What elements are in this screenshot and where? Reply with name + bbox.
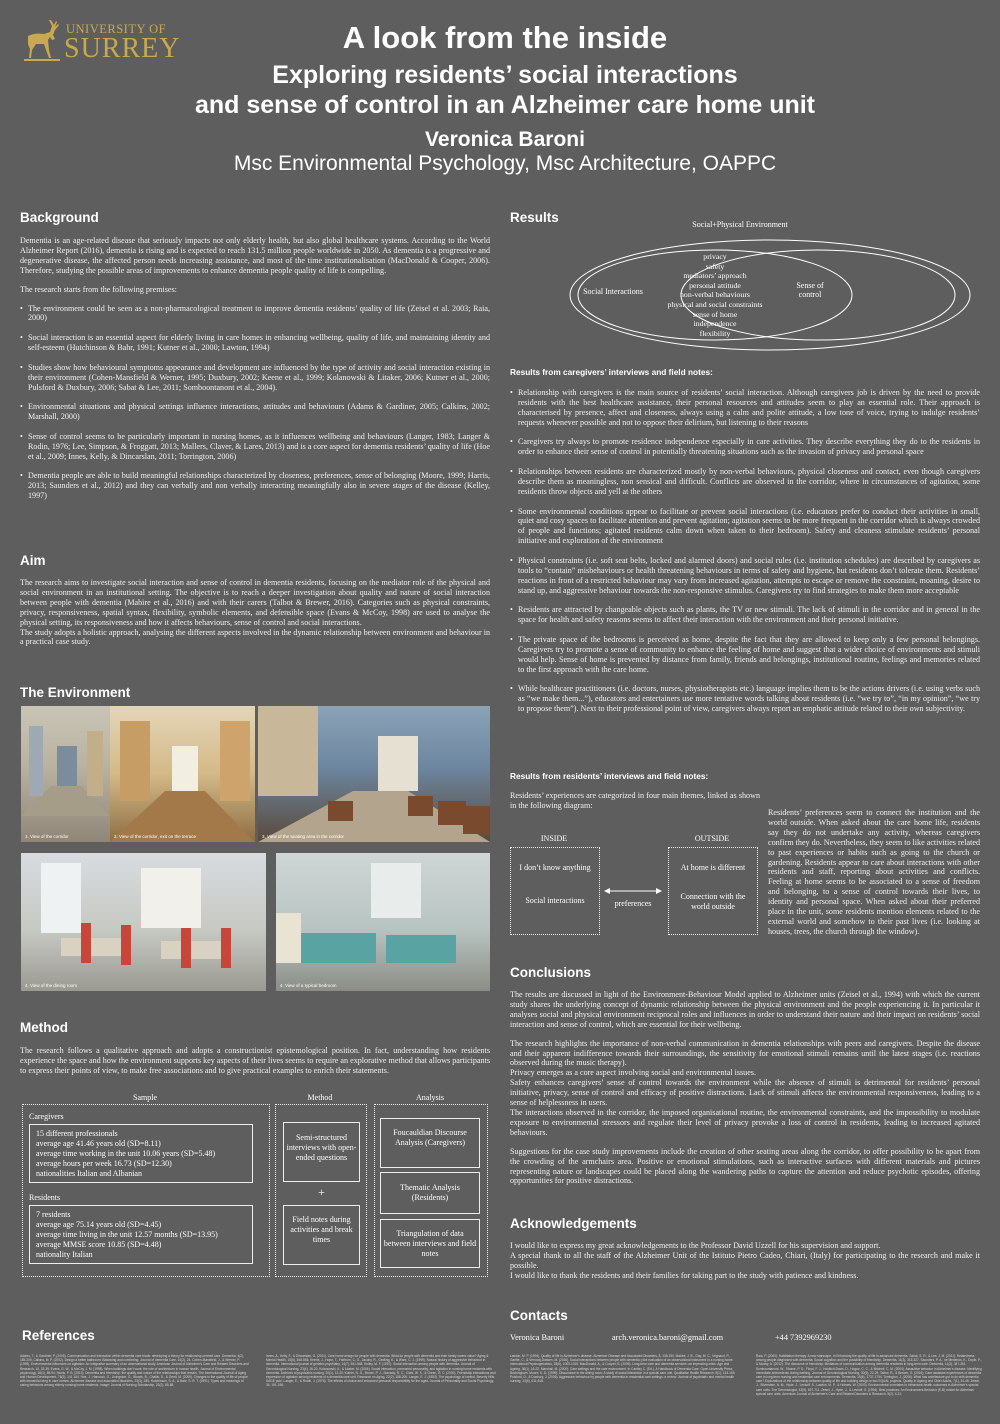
list-item: • Caregivers try always to promote residence independence especially in care activities. They describe everything they do to the residents in order to enhance their sense of control in potentially threatening situations such as the invasion of privacy and personal space (510, 437, 980, 457)
method-column-label: Method (307, 1093, 333, 1102)
list-item: • Dementia people are able to build meaningful relationships characterized by closeness, preferences, sense of belonging (Moore, 1999; Harris, 2013; Saunders et al., 2012) and they can verbally and non verbally interacting meaningfully also in severe stages of the disease (Kelley, 1997) (20, 471, 490, 501)
diagram-item: physical and social constraints (667, 299, 763, 309)
photo-caption: 4. View of the dining room (25, 983, 77, 988)
caregivers-box (29, 1124, 253, 1183)
analysis-fda-box (380, 1118, 480, 1168)
premises-list (20, 304, 490, 502)
plus-sign: + (318, 1185, 325, 1199)
subtitle-line-1: Exploring residents’ social interactions (272, 61, 738, 89)
list-item: • The environment could be seen as a non-pharmacological treatment to improve dementia residents’ quality of life (Zeisel et al. 2003; Raia, 2000) (20, 304, 490, 324)
acknowledgements-paragraph: A special thank to all the staff of the Alzheimer Unit of the Istituto Pietro Cadeo, Chiari, (Italy) for participating to the research and make it possible. (510, 1250, 980, 1270)
acknowledgements-paragraph: I would like to thank the residents and their families for taking part to the study with patience and kindness. (510, 1270, 859, 1280)
background-section (20, 236, 490, 511)
photo-caption: 3. View of the seating area in the corridor (262, 834, 344, 839)
residents-line: average time living in the unit 12.57 months (SD=13.95) (36, 1230, 218, 1239)
list-item: • Residents are attracted by changeable objects such as plants, the TV or new stimuli. The lack of stimuli in the corridor and in general in the space for health and safety reasons seems to affect their interaction with the environment and their personal initiative. (510, 605, 980, 625)
caregivers-line: 15 different professionals (36, 1129, 118, 1138)
conclusions-paragraph: The research highlights the importance of non-verbal communication in dementia relationships with peers and caregivers. Despite the disease and their apparent indifference towards their surroundings, the sensitivity for emotional stimuli remains until the latest stages (i.e. reactions observed during the music therapy). (510, 1038, 980, 1068)
residents-line: average age 75.14 years old (SD=4.45) (36, 1220, 162, 1229)
conclusions-paragraph: The results are discussed in light of the Environment-Behaviour Model applied to Alzheimer units (Zeisel et al., 1994) with which the current study shares the underlying concept of dynamic relationship between the physical environment and the people experiencing it. In particular it analyses social and physical environment reciprocal roles and influences in order to understand their nature and their impact on residents’ social interaction and sense of control, which are essential for their wellbeing. (510, 990, 980, 1029)
logo-university-of: UNIVERSITY OF (66, 22, 167, 36)
conclusions-paragraph: The interactions observed in the corridor, the imposed organisational routine, the environmental constraints, and the impossibility to modulate exposure to environmental stressors and regulate their level of privacy provoke a loss of control in residents, leading to increased agitated behaviours. (510, 1107, 980, 1137)
analysis-triangulation: Triangulation of data between interviews and field notes (383, 1229, 477, 1258)
diagram-item: personal attitude (689, 280, 741, 290)
references-column-2: Innes, A., Kelly, F., & Dincarslan, O. (2011). Care home design for people with dementia: What do people with dementia and their family carers value? Aging & Mental Health, 15(5), 548-556. Keene, J., Hope, T., Fairburn, C. G., Jacoby, R., Gedling, K., & Ware, C. J. (1999). Natural history of aggressive behaviour in dementia. International journal of geriatric psychiatry, 14(7), 541-548. Kelley, M. F. (1997). Social interaction among people with dementia. Journal of Gerontological Nursing, 23(4), 16-20. Kolanowski, A., & Litaker, M. (2006). Social interaction, premorbid personality, and agitation in nursing home residents with dementia. Archives of psychiatric nursing, 20(1), 12-20. Kutner, N. G., Brown, P. J., Stavisky, R. C., Clark, W. S., & Green, R. C. (2000). Friendship interactions and expression of agitation among residents of a dementia care unit. Research on Aging, 22(2), 188-205. Langer, E. J. (1983). The psychology of control. Beverly Hills: SAGE publ. Langer, E., & Rodin, J. (1976). The effects of choice and enhanced personal responsibility for the aged. Journal of Personality and Social Psychology, 34, 191-198. (266, 1354, 496, 1388)
author-name: Veronica Baroni (425, 128, 585, 151)
subtitle-line-2: and sense of control in an Alzheimer care home unit (194, 91, 816, 119)
diagram-center-items (650, 252, 780, 338)
aim-paragraph-1: The research aims to investigate social interaction and sense of control in dementia residents, focusing on the mediator role of the physical and social environment in an institutional setting. The objective is to reach a deeper investigation about quality and nature of social interaction between people with dementia (Mabire et al., 2016) and with their carers (Talbot & Brewer, 2016). Categories such as physical constraints, privacy, responsiveness, spatial syntax, flexibility, symbolic elements, and defensible space (Evans & McCoy, 1998) are used to analyse the physical setting, its responsiveness and how it affects behaviours, sense of control and social interactions. (20, 578, 490, 627)
diagram-item: non-verbal behaviours (680, 290, 750, 300)
conclusions-section (510, 990, 980, 1186)
contacts-heading: Contacts (510, 1308, 568, 1323)
diagram-control-label: Sense of control (796, 281, 824, 299)
analysis-thematic-box (380, 1172, 480, 1214)
list-item: • Sense of control seems to be particularly important in nursing homes, as it influences wellbeing and behaviours (Langer, 1983; Langer & Rodin, 1976; Lee, Simpson, & Froggatt, 2013; Mallers, Claver, & Lares, 2013) and is a core aspect for dementia residents’ quality of life (Hoe et al., 2009; Innes, Kelly, & Dincarslan, 2011; Torrington, 2006) (20, 432, 490, 462)
analysis-fda: Foucauldian Discourse Analysis (Caregivers) (393, 1128, 467, 1147)
photo-caption: 2. View of the corridor, exit on the terrace (114, 834, 196, 839)
contact-phone: +44 7392969230 (775, 1333, 832, 1342)
poster-title: A look from the inside (342, 20, 668, 55)
contact-name: Veronica Baroni (510, 1333, 565, 1342)
references-column-4: Raia, P. (2000). Habilitation therapy: A new starscape. In Enhancing the quality of life in advanced dementia. Sabat, S. R., & Lee, J. M. (2011). Relatedness among people diagnosed with dementia: Social cognition and the possibility of friendship. Dementia, 11(3), 315-327. Saunders, P. A., de Medeiros, K., Doyle, P., & Mosby, A. (2012). The discourse of friendship: Mediators of communication among dementia residents in long-term care. Dementia, 11(3), 347-361. Somboontanont, W., Sloane, P. D., Floyd, F. J., Holditch-Davis, D., Hogue, C. C., & Mitchell, C. M. (2004). Assaultive behavior in Alzheimer's disease: Identifying immediate antecedents during bathing. Journal of Gerontological Nursing, 30(9), 22-29. Talbot, R., & Brewer, G. (2016). Care assistant experiences of dementia care in long-term nursing and residential care environments. Dementia, 15(6), 1737-1754. Torrington, J. (2006). What has architecture got to do with dementia care? Explorations of the relationship between quality of life and building design in two EQUAL projects. Quality in Ageing and Older Adults, 7(1), 34-48. Zeisel, J., Silverstein, N. M., Hyde, J., Levkoff, S., Lawton, M. P., & Holmes, W. (2003). Environmental correlates to behavioral health outcomes in Alzheimer's special care units. The Gerontologist, 43(5), 697-711. Zeisel, J., Hyde, J., & Levkoff, S. (1994). Best practices: An Environment-Behavior (E-B) model for Alzheimer special care units. American Journal of Alzheimer's Care and Related Disorders & Research, 9(2), 4-21. (756, 1354, 982, 1396)
list-item: • Relationships between residents are characterized mostly by non-verbal behaviours, physical closeness and contact, even though caregivers describe them as meaningless, non sensical and difficult. Conflicts are observed in the corridor, where in circumstances of agitation, some residents throw objects and yell at the others (510, 467, 980, 497)
corridor-illustration (21, 706, 110, 842)
acknowledgements-paragraph: I would like to express my great acknowledgements to the Professor David Uzzell for his supervision and support. (510, 1241, 881, 1250)
method-interviews-box (283, 1122, 360, 1182)
environment-heading: The Environment (20, 685, 131, 700)
caregivers-results (510, 388, 980, 724)
diagram-item: flexibility (699, 328, 731, 338)
list-item: • While healthcare practitioners (i.e. doctors, nurses, physiotherapists etc.) language implies them to be the actions drivers (i.e. using verbs such as “we make them...”), educators and entertainers use more tentative words talking about residents (i.e. “we try to”, “in my opinion”, “we try to propose them”). Next to their professional point of view, caregivers always report an emphatic attitude related to their own subjectivity. (510, 684, 980, 714)
results-heading: Results (510, 210, 559, 225)
outside-box (668, 847, 758, 935)
double-arrow-icon (604, 886, 662, 896)
residents-results-text: Residents’ preferences seem to connect the institution and the world outside. When asked about the care home life, residents say they do not undertake any activity, whereas caregivers confirm they do. Nevertheless, they seem to like activities related to past experiences or habits such as going to the church or gardening. Residents appear to care about interactions with other residents and staff, reporting about activities and conflicts. Feeling at home seems to be associated to a sense of freedom and belonging, to a sense of control towards their lives, to identity and personal space. When asked about their preferred place in the unit, some residents mention elements related to the external world and somehow to their past lives (i.e. looking at houses, trees, the church through the window). (768, 808, 980, 936)
photo-corridor (21, 706, 110, 842)
poster-subtitle (0, 60, 1000, 120)
references-heading: References (22, 1328, 95, 1343)
outside-label: OUTSIDE (694, 834, 730, 843)
list-item: • Studies show how behavioural symptoms appearance and development are influenced by the type of activity and social interaction existing in their environment (Cohen-Mansfield & Werner, 1995; Duxbury, 2002; Keene et al., 1999; Kolanowski & Litaker, 2006; Kutner et al., 2000; Pulsford & Duxbury, 2006; Sabat & Lee, 2011; Somboontanont et al., 2004). (20, 363, 490, 393)
caregivers-results-list (510, 388, 980, 714)
background-intro: Dementia is an age-related disease that seriously impacts not only elderly health, but also global healthcare systems. According to the World Alzheimer Report (2016), dementia is rising and is expected to reach 131.5 million people worldwide in 2050. As dementia is a progressive and degenerative disease, the affected person needs increasing assistance, and most of the time institutionalisation (MacDonald & Cooper, 2006). Therefore, studying the possible areas of improvements to enhance dementia people quality of life is compelling. (20, 236, 490, 275)
analysis-thematic: Thematic Analysis (Residents) (400, 1183, 460, 1202)
seating-area-illustration (258, 706, 490, 842)
inside-theme-1: I don’t know anything (519, 863, 591, 872)
conclusions-paragraph: Safety enhances caregivers’ sense of control towards the environment while the absence of stimuli is detrimental for residents’ personal initiative, privacy, sense of control and efficacy of positive distractions. Lack of stimuli affects the environmental responsiveness, leading to a sense of helplessness in users. (510, 1078, 980, 1108)
inside-box (510, 847, 600, 935)
acknowledgements-heading: Acknowledgements (510, 1216, 637, 1231)
caregivers-details (36, 1129, 250, 1179)
background-heading: Background (20, 210, 99, 225)
inside-theme-2: Social interactions (525, 896, 585, 905)
residents-line: 7 residents (36, 1210, 71, 1219)
references-column-3: Lawton, M. P. (1994). Quality of life in Alzheimer's disease. Alzheimer Disease and Associated Disorders, 8, 138-150. Mabire, J. B., Gay, M. C., Vrignaud, P., Garitte, C., & Vernooij-Dassen, M. (2016). Social interactions between people with dementia: pilot evaluation of an observational instrument in a nursing home. International Psychogeriatrics, 28(6), 1005-1015. MacDonald, A., & Cooper, B. (2006). Long-term care and dementia services: an impending crisis. Age and Ageing, 36(1), 16-22. Marshall, M. (2000). Care settings and the care environment. In Cantley C. (Ed.), A Handbook of Dementia Care. Open University Press, Buckingham. Moore, K. D. (1999). Dissonance in the dining room: A study of social interaction in a special care unit. Qualitative Health Research, 9(1), 133-155. Pulsford, D., & Duxbury, J. (2006). Aggressive behaviour by people with dementia in residential care settings: a review. Journal of psychiatric and mental health nursing, 13(5), 611-618. (510, 1354, 736, 1384)
author-credentials: Msc Environmental Psychology, Msc Architecture, OAPPC (233, 152, 777, 175)
logo-surrey: SURREY (64, 33, 181, 64)
residents-line: average MMSE score 10.85 (SD=4.48) (36, 1240, 162, 1249)
contact-email[interactable]: arch.veronica.baroni@gmail.com (612, 1333, 724, 1342)
preferences-label: preferences (614, 899, 652, 908)
aim-section (20, 578, 490, 647)
list-item: • Some environmental conditions appear to facilitate or prevent social interactions (i.e. educators prefer to conduct their activities in small, quiet and cosy spaces to facilitate attention and prevent agitation; agitation seems to be more frequent in the corridor which is always crowded of people and functions; agitated residents calm down when taken to their bedroom). Safety and cleaness stimulate residents’ personal initiative and exploration of the environment (510, 507, 980, 547)
list-item: • The private space of the bedrooms is perceived as home, despite the fact that they are allowed to keep only a few personal belongings. Caregivers try to promote a sense of community to enhance the feeling of home and suggest that a wider choice of environments and stimuli would help. Sense of home is prevented by distance from family, friends and belongings, institutional routine, feelings and memories related to the first approach with the care home. (510, 635, 980, 675)
analysis-column-label: Analysis (416, 1093, 444, 1102)
diagram-social-label: Social Interactions (583, 287, 643, 296)
residents-box (29, 1205, 253, 1264)
caregivers-line: nationalities Italian and Albanian (36, 1169, 142, 1178)
aim-paragraph-2: The study adopts a holistic approach, analysing the different aspects involved in the dynamic relationship between environment and behaviour in a practical case study. (20, 627, 490, 647)
diagram-outer-label: Social+Physical Environment (692, 220, 788, 229)
analysis-triangulation-box (380, 1219, 480, 1268)
acknowledgements-section (510, 1241, 980, 1281)
photo-corridor-terrace (110, 706, 255, 842)
caregivers-results-heading: Results from caregivers’ interviews and field notes: (510, 367, 713, 377)
list-item: • Relationship with caregivers is the main source of residents’ social interaction. Although caregivers job is driven by the need to provide residents with the best healthcare assistance, their personal resources and attitudes seem to play an essential role. Their approach is characterised by presence, affect and closeness, always using a calm and polite attitude, a low tone of voice, trying to indulge residents’ requests whenever possible and not to oppose their delirium, but listening to their reasons (510, 388, 980, 428)
outside-theme-1: At home is different (680, 863, 746, 872)
photo-caption: 1. View of the corridor (25, 834, 69, 839)
caregivers-line: average time working in the unit 10.06 years (SD=5.48) (36, 1149, 216, 1158)
residents-line: nationality Italian (36, 1250, 93, 1259)
method-heading: Method (20, 1020, 68, 1035)
aim-heading: Aim (20, 553, 46, 568)
residents-results-intro: Residents’ experiences are categorized in four main themes, linked as shown in the following diagram: (510, 791, 760, 810)
references-column-1: Adams, T., & Gardiner, P. (2005). Communication and interaction within dementia care triads: developing a theory for relationship-centred care. Dementia, 4(2), 185-205. Calkins, M. P. (2002). Design a better bathroom: Balancing and comforting. Journal of dementia Care, 10(2), 24. Cohen-Mansfield, J., & Werner, P. (1995). Environmental influences on agitation: An integrative summary of an observational study. American Journal of Alzheimer's Care and Related Disorders and Research, 10, 32-39. Evans, G. W., & McCoy, J. M. (1998). When buildings don't work: the role of architecture in human health. Journal of Environmental psychology, 18(1), 85-94. Harris, P. B. (2013). Dementia and friendship: the quality and nature of the relationships that remain. The International Journal of Aging and Human Development, 76(2), 141-164. Hoe, J., Hancock, G., Livingston, G., Woods, B., Challis, D., & Orrell, M. (2009). Changes in the quality of life of people with dementia living in care homes. Alzheimer disease and associated disorders, 23(3), 285. Hutchinson, S. A., & Bahr, S. R. T. (1991). Types and meanings of caring behaviors among elderly nursing home residents. Image: Journal of Nursing Scholarship, 23(2), 85-88. (20, 1354, 249, 1388)
photo-dining-room (21, 853, 266, 991)
diagram-item: privacy (703, 252, 727, 261)
diagram-item: sense of home (692, 309, 738, 319)
bedroom-illustration (276, 853, 490, 991)
caregivers-line: average hours per week 16.73 (SD=12.30) (36, 1159, 172, 1168)
sample-column-label: Sample (133, 1093, 157, 1102)
caregivers-label: Caregivers (29, 1112, 64, 1121)
method-text: The research follows a qualitative approach and adopts a constructionist epistemological position. In fact, understanding how residents experience the space and how the environment supports key aspects of their lives seems to require an explorative method that allows participants to express their points of view, to make free associations and to give practical examples to enrich their statements. (20, 1046, 490, 1075)
method-field-notes-box (283, 1205, 360, 1265)
diagram-item: independence (693, 319, 737, 329)
method-field-notes: Field notes during activities and break times (290, 1215, 353, 1244)
residents-label: Residents (29, 1193, 61, 1202)
residents-results-heading: Results from residents’ interviews and field notes: (510, 771, 709, 781)
inside-label: INSIDE (540, 834, 568, 843)
outside-theme-2: Connection with the world outside (680, 892, 746, 911)
diagram-item: mediators’ approach (683, 271, 747, 281)
residents-details (36, 1210, 250, 1260)
photo-caption: 4. View of a typical bedroom (280, 983, 337, 988)
dining-room-illustration (21, 853, 266, 991)
photo-seating-area (258, 706, 490, 842)
list-item: • Environmental situations and physical settings influence interactions, attitudes and behaviours (Adams & Gardiner, 2005; Calkins, 2002; Marshall, 2000) (20, 402, 490, 422)
corridor-terrace-illustration (110, 706, 255, 842)
list-item: • Physical constraints (i.e. soft seat belts, locked and alarmed doors) and social rules (i.e. institution schedules) are described by caregivers as tools to “contain” misbehaviours or health threatening behaviours in terms of safety and hygiene, but residents don’t tolerate them. Residents’ reactions in front of a restricted behaviour may vary from increased agitation, attempts to escape or remove the constraint, moaning, desire to stand up, and aggressive behaviour towards the non-responsive stimulus. Caregivers try to find strategies to make them more acceptable (510, 556, 980, 596)
conclusions-paragraph: Privacy emerges as a core aspect involving social and environmental issues. (510, 1068, 756, 1078)
diagram-item: safety (705, 261, 725, 271)
method-interviews: Semi-structured interviews with open-ended questions (286, 1133, 357, 1162)
premises-intro: The research starts from the following premises: (20, 284, 177, 294)
caregivers-line: average age 41.46 years old (SD=8.11) (36, 1139, 161, 1148)
list-item: • Social interaction is an essential aspect for elderly living in care homes in enhancing wellbeing, quality of life, and maintaining identity and self-esteem (Hutchinson & Bahr, 1991; Kutner et al., 2000; Lawton, 1994) (20, 333, 490, 353)
conclusions-heading: Conclusions (510, 965, 592, 980)
photo-bedroom (276, 853, 490, 991)
conclusions-paragraph: Suggestions for the case study improvements include the creation of other seating areas along the corridor, to offer possibility to be apart from the crowding of the armchairs area. Positive or emotional stimulations, such as interactive surfaces with different materials and pictures representing nature or landscapes could be placed along the wandering paths to capture the attention and reduce psychotic episodes, offering opportunities for positive distractions. (510, 1146, 980, 1186)
